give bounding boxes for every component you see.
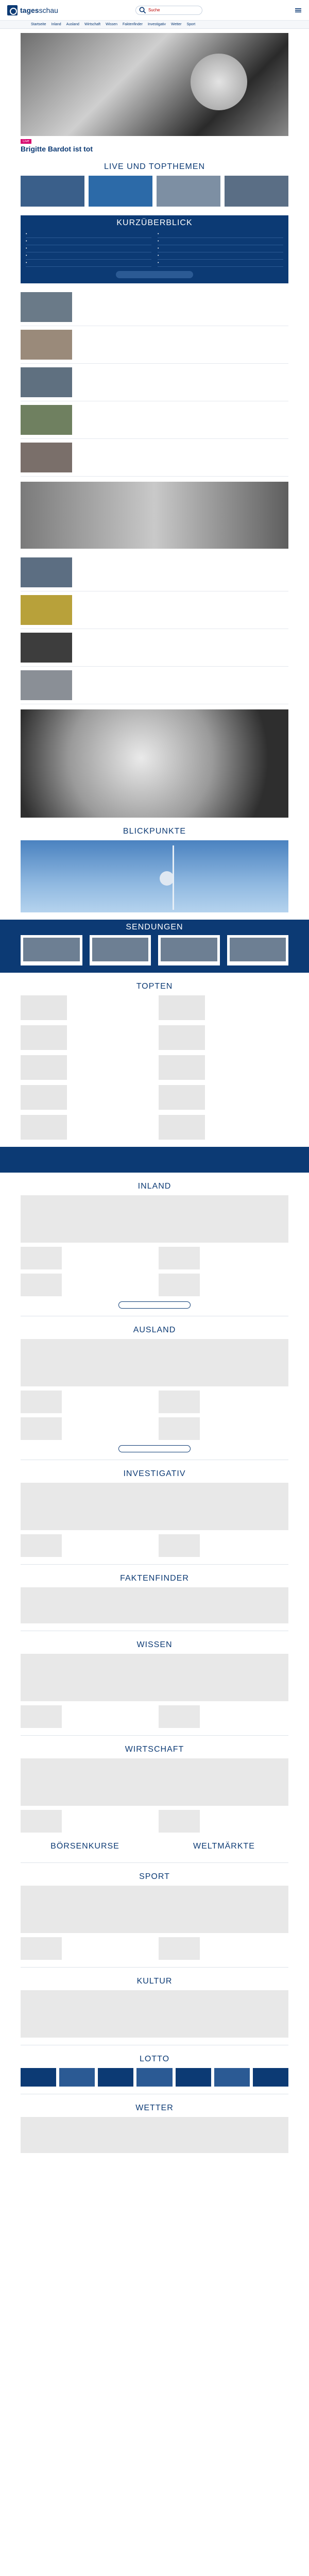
blickpunkte-image[interactable] — [21, 840, 288, 912]
investigativ-item-image — [159, 1534, 200, 1557]
markets-columns — [21, 1833, 288, 1855]
nav-item-ausland[interactable]: Ausland — [66, 23, 79, 26]
faktenfinder-lead-image[interactable] — [21, 1587, 288, 1623]
topten-image — [21, 1085, 67, 1110]
topten-item[interactable] — [159, 1085, 288, 1110]
topten-item[interactable] — [21, 1115, 150, 1140]
lotto-number-cell — [253, 2068, 288, 2087]
nav-item-inland[interactable]: Inland — [51, 23, 61, 26]
investigativ-row — [21, 1534, 288, 1557]
story-image — [21, 557, 72, 587]
topten-item[interactable] — [21, 995, 150, 1020]
wetter-title: WETTER — [135, 2104, 174, 2112]
teaser-banner[interactable] — [0, 1147, 309, 1173]
lotto-numbers — [21, 2068, 288, 2087]
tagesschau-logo-icon — [7, 5, 18, 15]
story-image — [21, 330, 72, 360]
sport-item[interactable] — [159, 1937, 288, 1960]
story-item[interactable] — [21, 326, 288, 364]
kurzueberblick-title: KURZÜBERBLICK — [116, 218, 193, 227]
divider — [21, 1967, 288, 1968]
big-story[interactable] — [21, 482, 288, 549]
story-item[interactable] — [21, 591, 288, 629]
inland-item-image — [21, 1274, 62, 1296]
inland-row — [21, 1274, 288, 1296]
ausland-item-image — [21, 1417, 62, 1440]
inland-item-image — [159, 1274, 200, 1296]
divider — [21, 1735, 288, 1736]
weltmaerkte-column — [160, 1833, 288, 1855]
ausland-item-image — [159, 1417, 200, 1440]
inland-item[interactable] — [21, 1274, 150, 1296]
hero-teaser[interactable] — [21, 33, 288, 153]
inland-row — [21, 1247, 288, 1269]
investigativ-item[interactable] — [21, 1534, 150, 1557]
story-image — [21, 633, 72, 663]
story-image — [21, 595, 72, 625]
live-card-image — [157, 176, 220, 207]
topten-image — [159, 1025, 205, 1050]
divider — [21, 1564, 288, 1565]
site-header — [0, 0, 309, 21]
wirtschaft-row — [21, 1810, 288, 1833]
kurzueberblick-item[interactable] — [26, 238, 151, 245]
topten-item[interactable] — [159, 1055, 288, 1080]
ausland-item[interactable] — [159, 1417, 288, 1440]
story-image — [21, 670, 72, 700]
wirtschaft-title: WIRTSCHAFT — [125, 1745, 184, 1754]
faktenfinder-title: FAKTENFINDER — [120, 1574, 189, 1583]
search-box[interactable] — [135, 6, 202, 15]
story-image — [21, 405, 72, 435]
investigativ-item-image — [21, 1534, 62, 1557]
header-actions — [295, 7, 302, 14]
lotto-number-cell — [136, 2068, 172, 2087]
inland-item[interactable] — [159, 1274, 288, 1296]
kurzueberblick-more-button[interactable] — [116, 271, 193, 278]
topten-item[interactable] — [21, 1085, 150, 1110]
kultur-lead-image[interactable] — [21, 1990, 288, 2038]
topten-item[interactable] — [21, 1025, 150, 1050]
sendung-image — [230, 938, 286, 961]
topten-image — [21, 995, 67, 1020]
ausland-row — [21, 1417, 288, 1440]
sendung-image — [92, 938, 149, 961]
ausland-row — [21, 1391, 288, 1413]
inland-item[interactable] — [159, 1247, 288, 1269]
kurzueberblick-columns — [26, 231, 283, 267]
lotto-number-cell — [214, 2068, 250, 2087]
sendung-image — [23, 938, 80, 961]
topten-list — [21, 995, 288, 1140]
hero-title[interactable]: Brigitte Bardot ist tot — [21, 145, 93, 153]
nav-item-sport[interactable]: Sport — [186, 23, 196, 26]
moon-shape — [160, 871, 174, 886]
sendung-card[interactable] — [21, 935, 82, 965]
hero-image — [21, 33, 288, 136]
sport-item[interactable] — [21, 1937, 150, 1960]
topten-title: TOPTEN — [136, 982, 173, 991]
nav-item-investigativ[interactable]: Investigativ — [147, 23, 166, 26]
wissen-item-image — [21, 1705, 62, 1728]
live-card[interactable] — [225, 176, 288, 208]
story-item[interactable] — [21, 439, 288, 477]
divider — [21, 1862, 288, 1863]
nav-item-faktenfinder[interactable]: Faktenfinder — [123, 23, 143, 26]
wissen-lead-image[interactable] — [21, 1654, 288, 1701]
kurzueberblick-item[interactable] — [158, 238, 283, 245]
topten-image — [159, 1115, 205, 1140]
lotto-number-cell — [98, 2068, 133, 2087]
story-item[interactable] — [21, 629, 288, 667]
weltmaerkte-title: WELTMÄRKTE — [193, 1842, 255, 1851]
kurzueberblick-right — [158, 231, 283, 267]
topten-image — [21, 1025, 67, 1050]
investigativ-lead-image[interactable] — [21, 1483, 288, 1530]
kurzueberblick-left — [26, 231, 151, 267]
sport-item-image — [21, 1937, 62, 1960]
live-card-image — [225, 176, 288, 207]
topten-image — [159, 995, 205, 1020]
site-logo[interactable] — [7, 5, 58, 15]
big-story-image — [21, 482, 288, 549]
story-image — [21, 367, 72, 397]
live-card[interactable] — [89, 176, 152, 208]
search-icon — [139, 7, 146, 14]
inland-item[interactable] — [21, 1247, 150, 1269]
menu-icon[interactable] — [295, 7, 302, 14]
topten-item[interactable] — [159, 995, 288, 1020]
kurzueberblick-item[interactable] — [158, 245, 283, 252]
topten-image — [159, 1055, 205, 1080]
ausland-lead-image[interactable] — [21, 1339, 288, 1386]
kurzueberblick-box — [21, 215, 288, 283]
lotto-number-cell — [59, 2068, 95, 2087]
nav-item-startseite[interactable]: Startseite — [31, 23, 46, 26]
nav-item-wetter[interactable]: Wetter — [170, 23, 182, 26]
search-placeholder: Suche — [148, 8, 160, 12]
kultur-title: KULTUR — [136, 1977, 173, 1986]
inland-more-button[interactable] — [118, 1301, 191, 1309]
live-card-image — [89, 176, 152, 207]
lotto-number-cell — [176, 2068, 211, 2087]
wissen-item[interactable] — [21, 1705, 150, 1728]
wirtschaft-item[interactable] — [21, 1810, 150, 1833]
brand-name: tagesschau — [20, 6, 58, 14]
ausland-more-button[interactable] — [118, 1445, 191, 1452]
story-image — [21, 292, 72, 322]
nav-item-wirtschaft[interactable]: Wirtschaft — [84, 23, 101, 26]
sport-lead-image[interactable] — [21, 1886, 288, 1933]
wirtschaft-item[interactable] — [159, 1810, 288, 1833]
wirtschaft-item-image — [159, 1810, 200, 1833]
sendungen-row — [21, 935, 288, 965]
ausland-item-image — [159, 1391, 200, 1413]
boersenkurse-title: BÖRSENKURSE — [50, 1842, 119, 1851]
live-badge: Live — [21, 139, 31, 144]
story-item[interactable] — [21, 401, 288, 439]
story-image — [21, 443, 72, 472]
kurzueberblick-item[interactable] — [26, 252, 151, 260]
kurzueberblick-item[interactable] — [158, 252, 283, 260]
sendung-image — [161, 938, 217, 961]
blickpunkte-title: BLICKPUNKTE — [123, 827, 186, 836]
inland-item-image — [21, 1247, 62, 1269]
wirtschaft-item-image — [21, 1810, 62, 1833]
sendung-card[interactable] — [158, 935, 220, 965]
ausland-item[interactable] — [159, 1391, 288, 1413]
wissen-item[interactable] — [159, 1705, 288, 1728]
sport-item-image — [159, 1937, 200, 1960]
wissen-row — [21, 1705, 288, 1728]
live-card[interactable] — [157, 176, 220, 208]
sport-title: SPORT — [139, 1872, 170, 1881]
inland-title: INLAND — [138, 1182, 171, 1191]
wirtschaft-lead-image[interactable] — [21, 1758, 288, 1806]
kurzueberblick-item[interactable] — [158, 231, 283, 238]
story-list — [21, 289, 288, 477]
kurzueberblick-item[interactable] — [26, 231, 151, 238]
live-card-image — [21, 176, 84, 207]
kurzueberblick-item[interactable] — [158, 260, 283, 267]
topten-image — [159, 1085, 205, 1110]
story-item[interactable] — [21, 554, 288, 591]
kurzueberblick-item[interactable] — [26, 245, 151, 252]
wissen-title: WISSEN — [136, 1640, 173, 1649]
lotto-title: LOTTO — [139, 2055, 170, 2063]
topten-image — [21, 1115, 67, 1140]
inland-item-image — [159, 1247, 200, 1269]
ausland-title: AUSLAND — [133, 1326, 176, 1334]
lotto-number-cell — [21, 2068, 56, 2087]
sport-row — [21, 1937, 288, 1960]
sendungen-title: SENDUNGEN — [126, 923, 183, 931]
wetter-lead-image[interactable] — [21, 2117, 288, 2153]
live-card[interactable] — [21, 176, 84, 208]
investigativ-title: INVESTIGATIV — [123, 1469, 186, 1478]
sendung-card[interactable] — [90, 935, 151, 965]
ausland-item-image — [21, 1391, 62, 1413]
inland-lead-image[interactable] — [21, 1195, 288, 1243]
topten-item[interactable] — [21, 1055, 150, 1080]
story-item[interactable] — [21, 364, 288, 401]
story-item[interactable] — [21, 667, 288, 704]
story-item[interactable] — [21, 289, 288, 326]
boersenkurse-column — [21, 1833, 149, 1855]
ausland-item[interactable] — [21, 1417, 150, 1440]
live-cards — [21, 176, 288, 208]
wissen-item-image — [159, 1705, 200, 1728]
main-navigation — [0, 21, 309, 29]
live-section-title: LIVE UND TOPTHEMEN — [104, 162, 205, 171]
topten-item[interactable] — [159, 1025, 288, 1050]
sendungen-block — [0, 920, 309, 973]
kurzueberblick-item[interactable] — [26, 260, 151, 267]
topten-image — [21, 1055, 67, 1080]
nav-item-wissen[interactable]: Wissen — [106, 23, 118, 26]
big-story-image — [21, 709, 288, 818]
big-story-2[interactable] — [21, 709, 288, 818]
sendung-card[interactable] — [227, 935, 289, 965]
investigativ-item[interactable] — [159, 1534, 288, 1557]
ausland-item[interactable] — [21, 1391, 150, 1413]
topten-item[interactable] — [159, 1115, 288, 1140]
story-list-2 — [21, 554, 288, 704]
